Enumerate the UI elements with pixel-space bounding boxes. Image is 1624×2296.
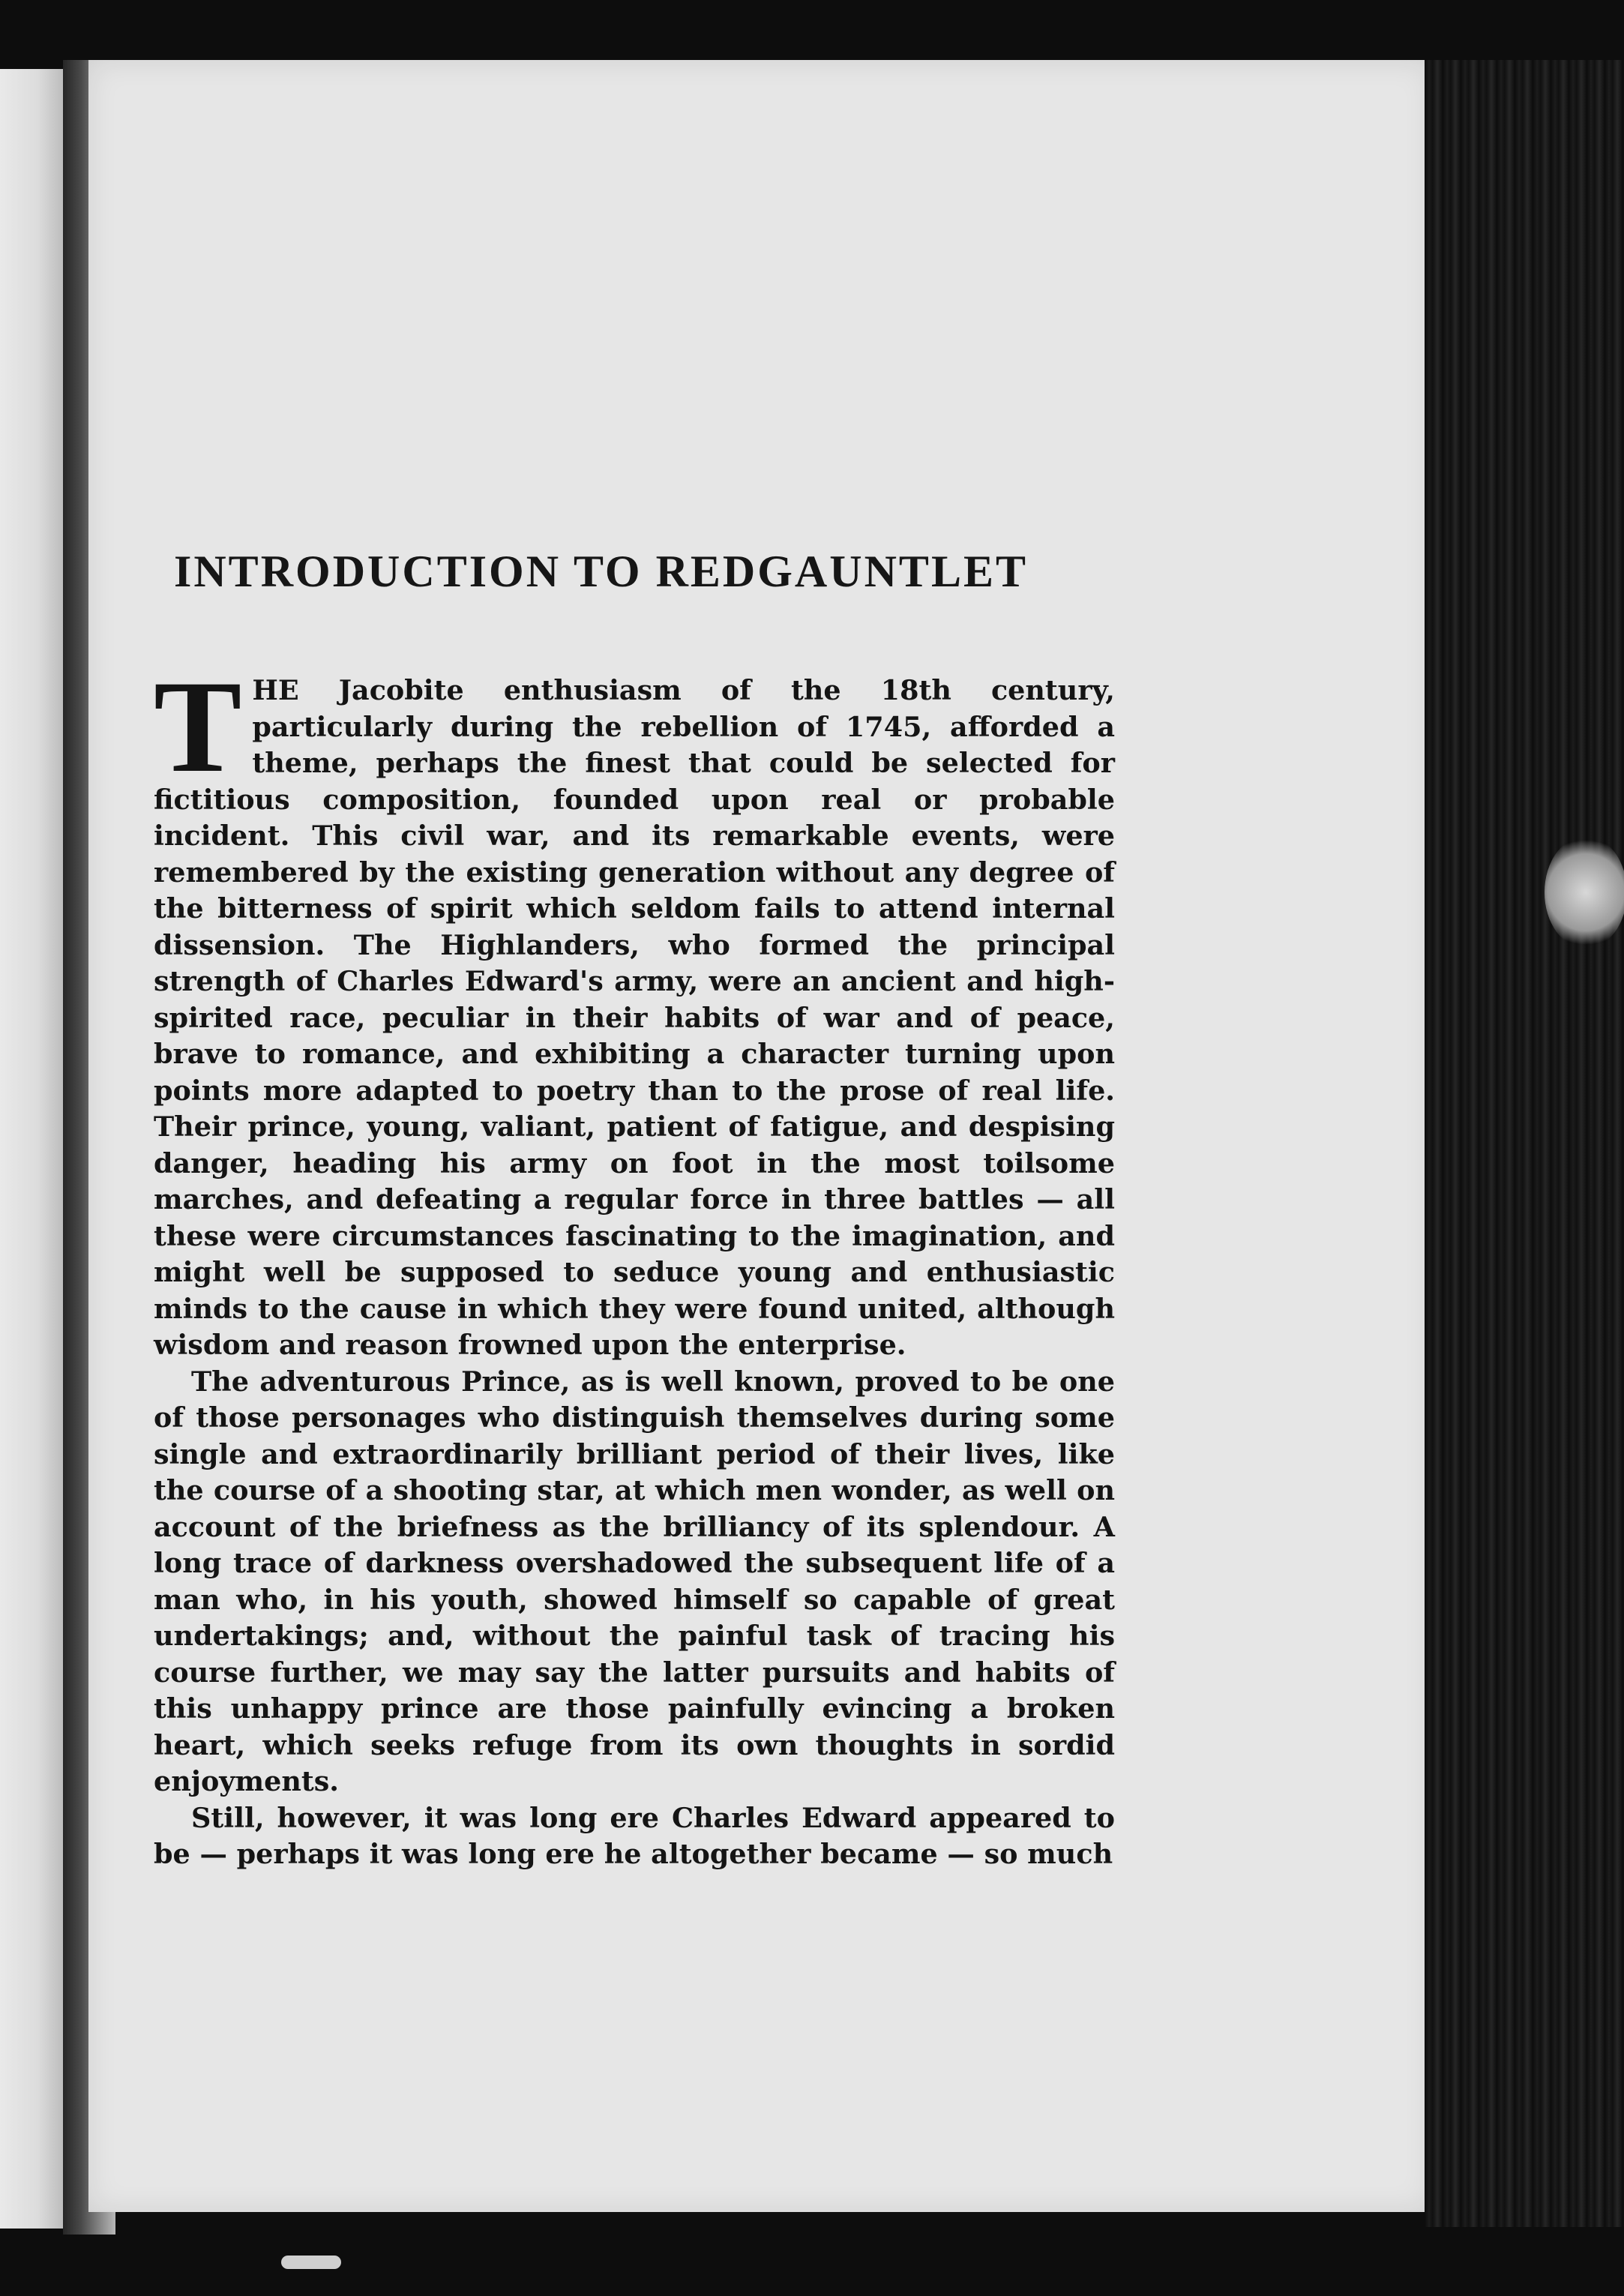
body-text [154, 654, 1115, 1873]
paper-blemish [1545, 836, 1624, 949]
paragraph-2: The adventurous Prince, as is well known, proved to be one of those personages who distinguish themselves during some single and extraordinarily brilliant period of their lives, like the course of a shooting star, at which men wonder, as well on account of the briefness as the brilliancy of its splendour. A long trace of darkness overshadowed the subsequent life of a man who, in his youth, showed himself so capable of great undertakings; and, without the painful task of tracing his course further, we may say the latter pursuits and habits of this unhappy prince are those painfully evincing a broken heart, which seeks refuge from its own thoughts in sordid enjoyments. [154, 1365, 1115, 1797]
scan-artifact [281, 2256, 341, 2269]
paragraph-3: Still, however, it was long ere Charles Edward appeared to be — perhaps it was long ere he altogether became — so much [154, 1801, 1115, 1870]
paragraph-1-text: HE Jacobite enthusiasm of the 18th century, particularly during the rebellion of 1745, afforded a theme, perhaps the finest that could be selected for fictitious composition, founded upon real or probable incident. This civil war, and its remarkable events, were remembered by the existing generation without any degree of the bitterness of spirit which seldom fails to attend internal dissension. The Highlanders, who formed the principal strength of Charles Edward's army, were an ancient and high-spirited race, peculiar in their habits of war and of peace, brave to romance, and exhibiting a character turning upon points more adapted to poetry than to the prose of real life. Their prince, young, valiant, patient of fatigue, and despising danger, heading his army on foot in the most toilsome marches, and defeating a regular force in three battles — all these were circumstances fascinating to the imagination, and might well be supposed to seduce young and enthusiastic minds to the cause in which they were found united, although wisdom and reason frowned upon the enterprise. [154, 674, 1115, 1361]
paragraph-1 [154, 654, 1115, 1364]
page-stack-edge [1425, 60, 1624, 2227]
left-page-edge [0, 69, 63, 2229]
chapter-heading: INTRODUCTION TO REDGAUNTLET [174, 547, 1028, 596]
drop-cap: T [154, 654, 242, 800]
